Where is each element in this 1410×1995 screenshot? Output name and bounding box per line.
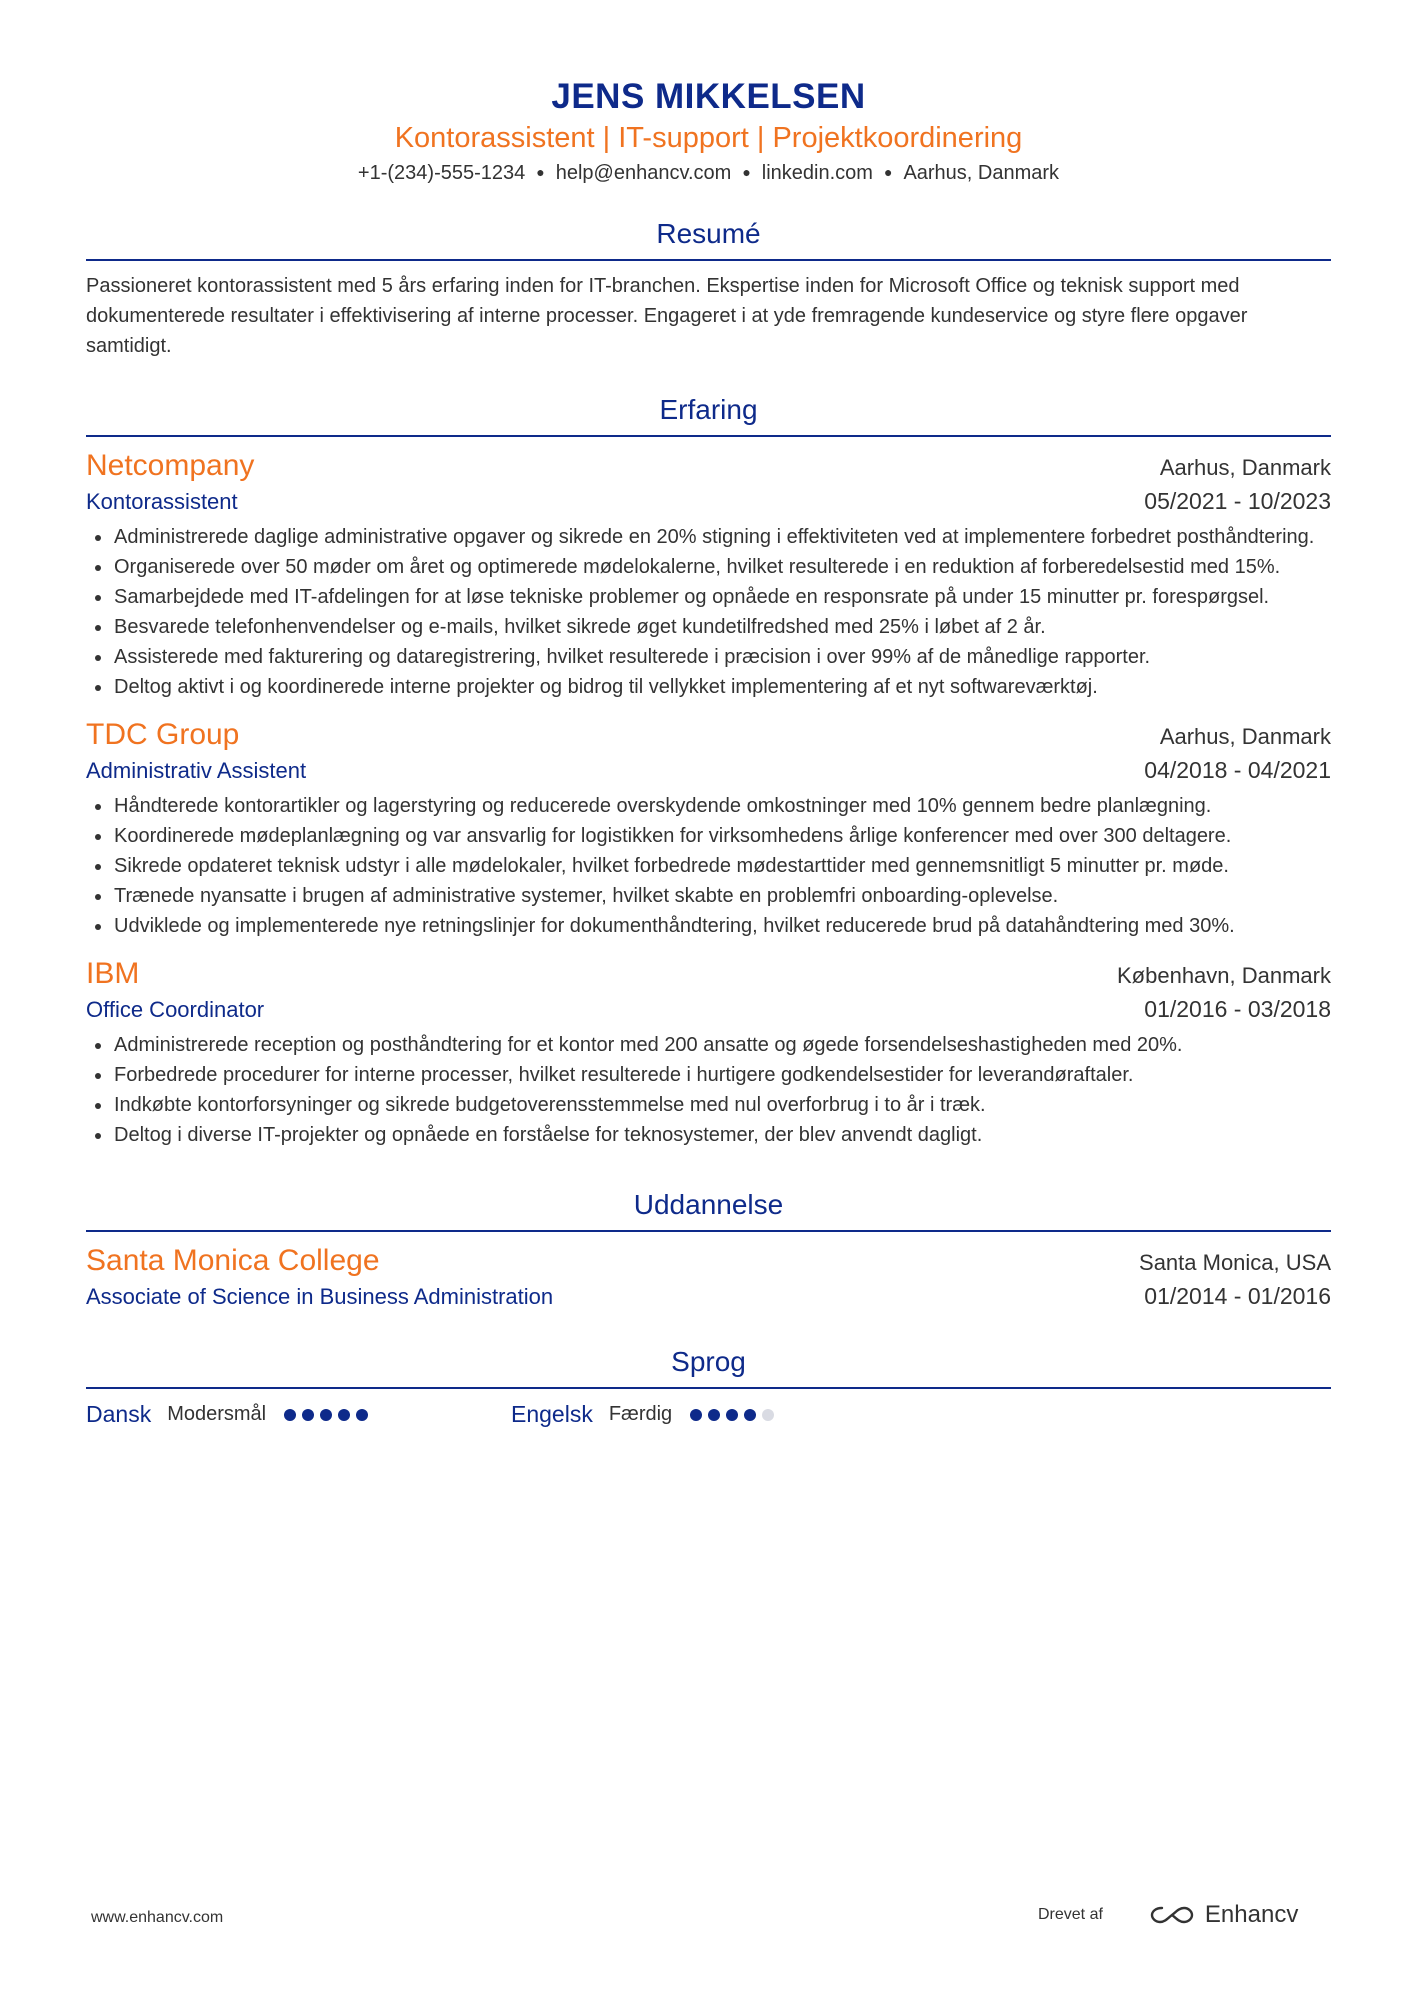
language-name: Engelsk <box>511 1401 593 1427</box>
summary-section <box>86 215 1331 361</box>
rating-dot-filled-icon <box>302 1409 314 1421</box>
job-dates: 05/2021 - 10/2023 <box>1144 488 1331 514</box>
experience-entry <box>86 716 1331 941</box>
rating-dot-filled-icon <box>708 1409 720 1421</box>
rating-dot-filled-icon <box>690 1409 702 1421</box>
language-item <box>511 1401 936 1428</box>
achievement-list <box>86 1030 1331 1150</box>
list-item: Udviklede og implementerede nye retningslinjer for dokumenthåndtering, hvilket reducerede brud på datahåndtering med 30%. <box>86 911 1331 941</box>
separator-dot-icon: ● <box>883 164 893 180</box>
list-item: Trænede nyansatte i brugen af administrative systemer, hvilket skabte en problemfri onboarding-oplevelse. <box>86 881 1331 911</box>
job-location: Aarhus, Danmark <box>1159 455 1331 480</box>
list-item: Administrerede daglige administrative opgaver og sikrede en 20% stigning i effektiviteten ved at implementere forbedret posthåndtering. <box>86 522 1331 552</box>
section-title-education: Uddannelse <box>86 1186 1331 1232</box>
education-entry <box>86 1242 1331 1313</box>
school-name: Santa Monica College <box>86 1244 380 1277</box>
language-item <box>86 1401 511 1428</box>
rating-dot-filled-icon <box>726 1409 738 1421</box>
company-name: Netcompany <box>86 449 255 482</box>
company-name: IBM <box>86 957 140 990</box>
job-location: Aarhus, Danmark <box>1159 724 1331 749</box>
languages-section <box>86 1343 1331 1428</box>
achievement-list <box>86 791 1331 941</box>
rating-dot-filled-icon <box>744 1409 756 1421</box>
language-level: Færdig <box>608 1403 673 1425</box>
list-item: Sikrede opdateret teknisk udstyr i alle mødelokaler, hvilket forbedrede mødestarttider med gennemsnitligt 5 minutter pr. møde. <box>86 851 1331 881</box>
rating-dot-filled-icon <box>338 1409 350 1421</box>
company-name: TDC Group <box>86 718 240 751</box>
job-title: Kontorassistent <box>86 489 238 514</box>
brand-logo[interactable] <box>1149 1901 1298 1929</box>
list-item: Samarbejdede med IT-afdelingen for at løse tekniske problemer og opnåede en responsrate på under 15 minutter pr. forespørgsel. <box>86 582 1331 612</box>
rating-dot-filled-icon <box>320 1409 332 1421</box>
contact-email[interactable]: help@enhancv.com <box>555 162 732 184</box>
language-rating <box>690 1409 780 1421</box>
list-item: Indkøbte kontorforsyninger og sikrede budgetoverensstemmelse med nul overforbrug i to år i træk. <box>86 1090 1331 1120</box>
powered-by-label: Drevet af <box>1038 1906 1103 1923</box>
list-item: Forbedrede procedurer for interne processer, hvilket resulterede i hurtigere godkendelsestider for leverandøraftaler. <box>86 1060 1331 1090</box>
contact-phone: +1-(234)-555-1234 <box>357 162 526 184</box>
job-location: København, Danmark <box>1117 963 1331 988</box>
section-title-summary: Resumé <box>86 215 1331 261</box>
education-dates: 01/2014 - 01/2016 <box>1144 1283 1331 1309</box>
job-dates: 04/2018 - 04/2021 <box>1144 757 1331 783</box>
job-title: Office Coordinator <box>86 997 265 1022</box>
experience-entry <box>86 447 1331 702</box>
list-item: Håndterede kontorartikler og lagerstyring og reducerede overskydende omkostninger med 10% gennem bedre planlægning. <box>86 791 1331 821</box>
achievement-list <box>86 522 1331 702</box>
candidate-headline: Kontorassistent | IT-support | Projektkoordinering <box>394 122 1023 154</box>
contact-line <box>86 158 1331 187</box>
language-list <box>86 1401 1331 1428</box>
list-item: Deltog i diverse IT-projekter og opnåede en forståelse for teknosystemer, der blev anvendt dagligt. <box>86 1120 1331 1150</box>
language-level: Modersmål <box>167 1403 267 1425</box>
experience-entry <box>86 955 1331 1150</box>
footer-website[interactable]: www.enhancv.com <box>91 1909 224 1926</box>
list-item: Deltog aktivt i og koordinerede interne projekter og bidrog til vellykket implementering af et nyt softwareværktøj. <box>86 672 1331 702</box>
separator-dot-icon: ● <box>742 164 751 180</box>
list-item: Assisterede med fakturering og dataregistrering, hvilket resulterede i præcision i over 99% af de månedlige rapporter. <box>86 642 1331 672</box>
list-item: Administrerede reception og posthåndtering for et kontor med 200 ansatte og øgede forsendelseshastigheden med 20%. <box>86 1030 1331 1060</box>
contact-linkedin[interactable]: linkedin.com <box>761 162 873 184</box>
enhancv-logo-icon <box>1149 1904 1195 1926</box>
separator-dot-icon: ● <box>536 164 545 180</box>
rating-dot-empty-icon <box>762 1409 774 1421</box>
section-title-experience: Erfaring <box>86 391 1331 437</box>
summary-text: Passioneret kontorassistent med 5 års erfaring inden for IT-branchen. Ekspertise inden for Microsoft Office og teknisk support med dokumenterede resultater i effektivisering af interne processer. Engageret i at yde fremragende kundeservice og styre flere opgaver samtidigt. <box>86 275 1248 357</box>
education-section <box>86 1186 1331 1313</box>
list-item: Koordinerede mødeplanlægning og var ansvarlig for logistikken for virksomhedens årlige konferencer med over 300 deltagere. <box>86 821 1331 851</box>
list-item: Organiserede over 50 møder om året og optimerede mødelokalerne, hvilket resulterede i en reduktion af forberedelsestid med 15%. <box>86 552 1331 582</box>
resume-page <box>86 0 1331 1428</box>
rating-dot-filled-icon <box>356 1409 368 1421</box>
contact-location: Aarhus, Danmark <box>903 162 1060 184</box>
footer-branding <box>1038 1901 1298 1929</box>
language-rating <box>284 1409 374 1421</box>
school-location: Santa Monica, USA <box>1139 1250 1331 1275</box>
candidate-name: JENS MIKKELSEN <box>551 77 866 116</box>
brand-name: Enhancv <box>1204 1901 1299 1928</box>
section-title-languages: Sprog <box>86 1343 1331 1389</box>
degree-title: Associate of Science in Business Administration <box>86 1284 554 1309</box>
list-item: Besvarede telefonhenvendelser og e-mails, hvilket sikrede øget kundetilfredshed med 25% i løbet af 2 år. <box>86 612 1331 642</box>
rating-dot-filled-icon <box>284 1409 296 1421</box>
job-dates: 01/2016 - 03/2018 <box>1144 996 1331 1022</box>
experience-section <box>86 391 1331 1150</box>
resume-header <box>86 0 1331 187</box>
language-name: Dansk <box>86 1401 152 1427</box>
job-title: Administrativ Assistent <box>86 758 307 783</box>
